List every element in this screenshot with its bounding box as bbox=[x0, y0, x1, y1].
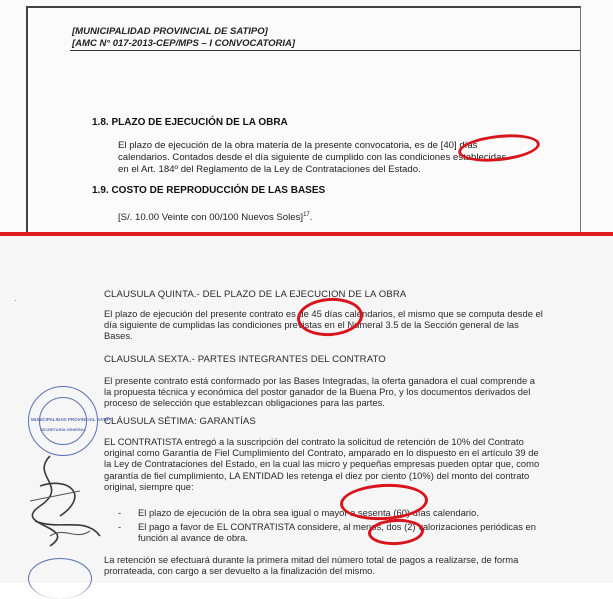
seal-subtitle: SECRETARÍA GENERAL bbox=[39, 427, 87, 432]
top-document-excerpt bbox=[0, 0, 613, 232]
clause-7-body bbox=[104, 436, 539, 492]
bullet-2-line: función al avance de obra. bbox=[138, 532, 248, 544]
section-1-8-line: calendarios. Contados desde el día siguiente de cumplido con las condiciones establecidas bbox=[118, 152, 507, 164]
clause-7-line: original, siempre que: bbox=[104, 480, 194, 492]
clause-7-line: garantía de fiel cumplimiento, LA ENTIDAD les retenga el diez por ciento (10%) del monto del contrato bbox=[104, 469, 530, 481]
header-municipality: [MUNICIPALIDAD PROVINCIAL DE SATIPO] bbox=[72, 26, 268, 37]
clause-6-body bbox=[104, 375, 535, 409]
scan-speck: · bbox=[14, 296, 17, 305]
bullet-dash: - bbox=[118, 521, 122, 532]
seal-title: MUNICIPALIDAD PROVINCIAL SATIPO bbox=[31, 417, 114, 422]
clause-7-line: original como Garantía de Fiel Cumplimiento del Contrato, amparado en lo dispuesto en el artículo 39 de bbox=[104, 447, 539, 459]
bullet-2-line: El pago a favor de EL CONTRATISTA considere, al menos, dos (2) valorizaciones periódicas en bbox=[138, 521, 536, 532]
section-1-9-body bbox=[118, 209, 312, 224]
bullet-1-text: El plazo de ejecución de la obra sea igual o mayor a sesenta (60) días calendario. bbox=[138, 507, 479, 518]
clause-6-line: El presente contrato está conformado por las Bases Integradas, la oferta ganadora el cual comprende a bbox=[104, 375, 535, 386]
clause-6-line: proceso de selección que establezcan obligaciones para las partes. bbox=[104, 397, 385, 409]
section-1-8-title: 1.8. PLAZO DE EJECUCIÓN DE LA OBRA bbox=[92, 117, 288, 128]
clause-5-title: CLAUSULA QUINTA.- DEL PLAZO DE LA EJECUCION DE LA OBRA bbox=[104, 289, 407, 300]
clause-7-title: CLÁUSULA SÉTIMA: GARANTÍAS bbox=[104, 416, 256, 427]
footnote-ref: 17 bbox=[303, 212, 310, 218]
section-1-9-title: 1.9. COSTO DE REPRODUCCIÓN DE LAS BASES bbox=[92, 185, 326, 196]
bullet-dash: - bbox=[118, 507, 122, 518]
partial-seal bbox=[28, 558, 92, 599]
end-mark: . bbox=[309, 212, 313, 224]
clause-7-line: la Ley de Contrataciones del Estado, en la cual las micro y pequeñas empresas pueden optar que, como bbox=[104, 458, 540, 470]
header-rule bbox=[70, 50, 580, 51]
retention-line: prorrateada, con cargo a ser devuelto a la finalización del mismo. bbox=[104, 565, 375, 577]
clause-6-line: la propuesta técnica y económica del postor ganador de la Buena Pro, y los documentos derivados del bbox=[104, 386, 531, 398]
header-convocatoria: [AMC N° 017-2013-CEP/MPS – I CONVOCATORIA] bbox=[72, 38, 296, 49]
clause-7-line: EL CONTRATISTA entregó a la suscripción del contrato la solicitud de retención de 10% del Contrato bbox=[104, 436, 524, 447]
section-1-8-line: en el Art. 184º del Reglamento de la Ley de Contrataciones del Estado. bbox=[118, 164, 421, 176]
section-1-8-line: El plazo de ejecución de la obra materia de la presente convocatoria, es de [40] días bbox=[118, 140, 478, 151]
retention-line: La retención se efectuará durante la primera mitad del número total de pagos a realizarse, de forma bbox=[104, 554, 519, 565]
clause-5-line: El plazo de ejecución del presente contrato es de 45 días calendarios, el mismo que se computa desde el bbox=[104, 308, 543, 319]
clause-5-line: Bases. bbox=[104, 330, 133, 342]
clause-5-line: día siguiente de cumplidas las condiciones previstas en el Numeral 3.5 de la Sección general de las bbox=[104, 319, 519, 331]
signature-scribble bbox=[20, 446, 110, 556]
section-1-8-body bbox=[118, 140, 506, 177]
clause-6-title: CLAUSULA SEXTA.- PARTES INTEGRANTES DEL CONTRATO bbox=[104, 354, 386, 365]
section-1-9-text: [S/. 10.00 Veinte con 00/100 Nuevos Soles] bbox=[118, 212, 304, 224]
bottom-contract-excerpt bbox=[0, 236, 613, 583]
bullet-2-text bbox=[138, 521, 536, 543]
retention-paragraph bbox=[104, 554, 518, 576]
